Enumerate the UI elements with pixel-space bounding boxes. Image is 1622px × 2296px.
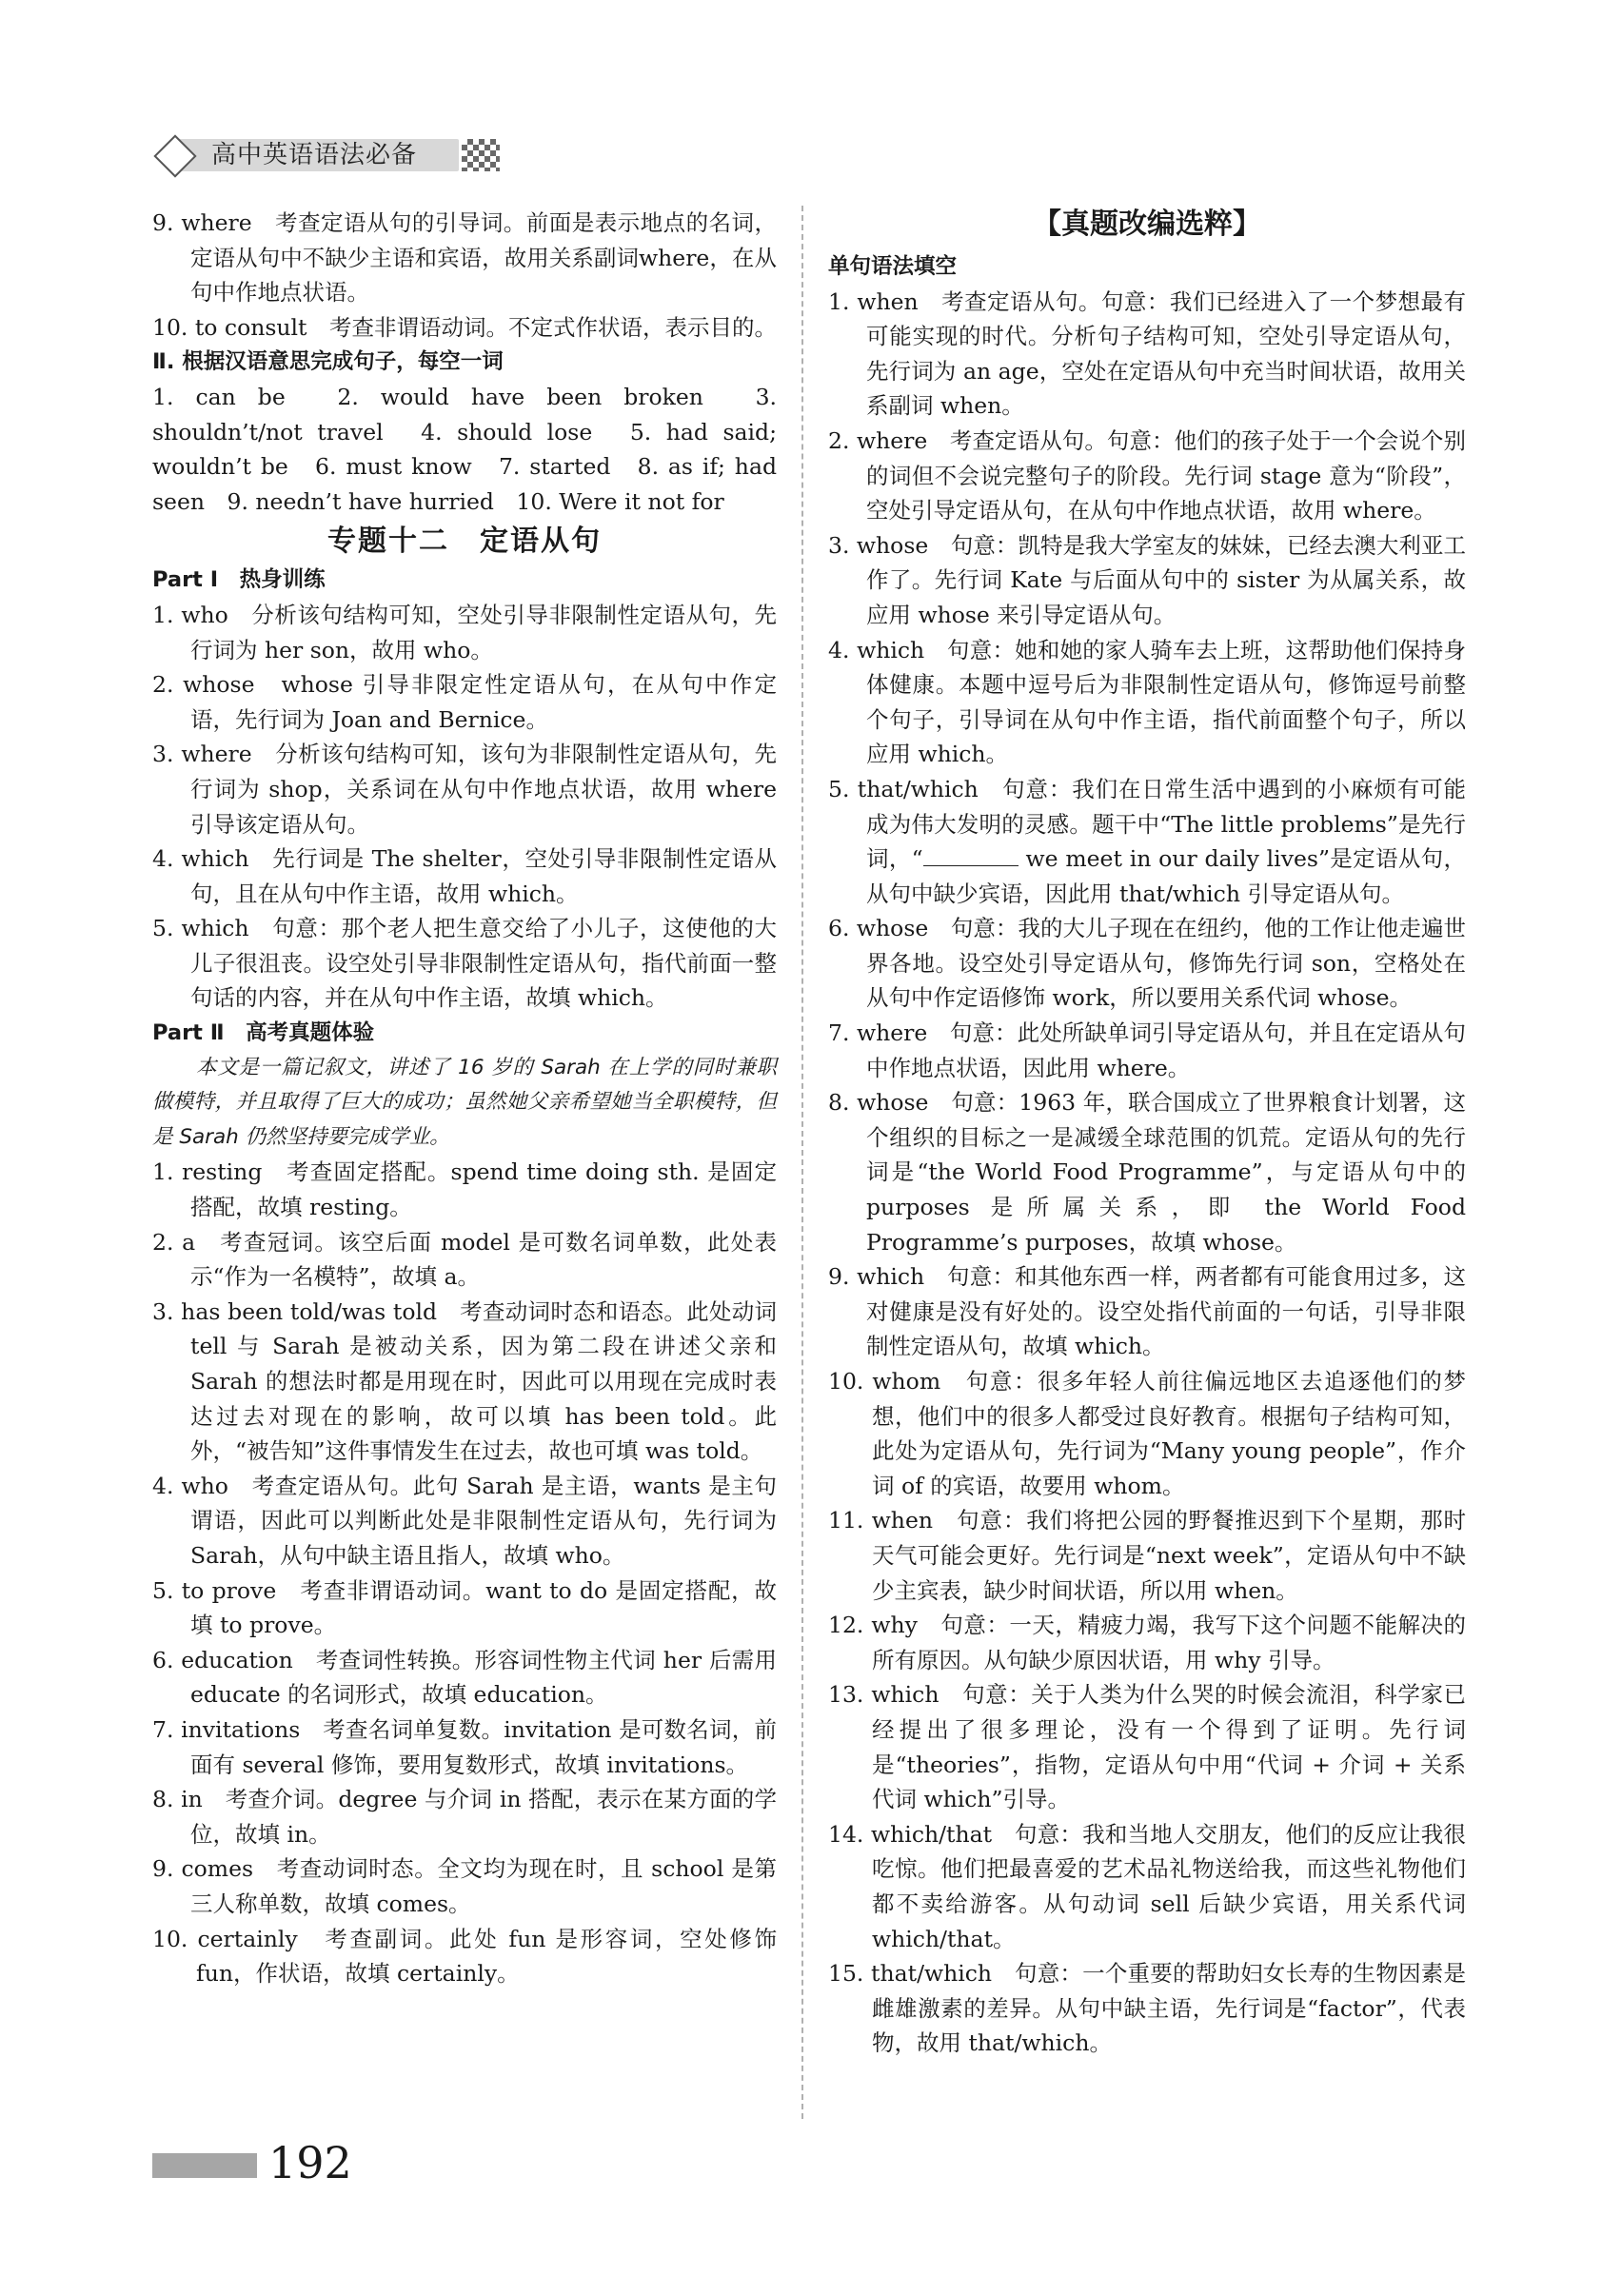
answer-item: 1. who 分析该句结构可知，空处引导非限制性定语从句，先行词为 her son，故用 who。	[152, 601, 777, 663]
answer-item: 6. whose 句意：我的大儿子现在在纽约，他的工作让他走遍世界各地。设空处引导定语从句，修饰先行词 son，空格处在从句中作定语修饰 work，所以要用关系代词 whose。	[828, 915, 1466, 1012]
section2-answers: 1. can be 2. would have been broken 3. shouldn’t/not travel 4. should lose 5. had said; wouldn’t be 6. must know 7. started 8. as if; had seen 9. needn’t have hurried 10. Were it not for	[152, 383, 777, 515]
answer-item: 9. comes 考查动词时态。全文均为现在时，且 school 是第三人称单数，故填 comes。	[152, 1855, 777, 1917]
answer-item: 3. has been told/was told 考查动词时态和语态。此处动词 tell 与 Sarah 是被动关系，因为第二段在讲述父亲和 Sarah 的想法时都是用现在时，因此可以用现在完成时表达过去对现在的影响，故可以填 has been told。此外，“被告知”这件事情发生在过去，故也可填 was told。	[152, 1297, 777, 1465]
section-subtitle: 单句语法填空	[828, 254, 958, 279]
answer-item: 5. to prove 考查非谓语动词。want to do 是固定搭配，故填 to prove。	[152, 1576, 777, 1639]
left-column	[152, 206, 777, 1991]
column-divider	[801, 206, 803, 2119]
answer-item: 2. whose whose 引导非限定性定语从句，在从句中作定语，先行词为 Joan and Bernice。	[152, 671, 777, 733]
answer-item: 13. which 句意：关于人类为什么哭的时候会流泪，科学家已经提出了很多理论，没有一个得到了证明。先行词是“theories”，指物，定语从句中用“代词 + 介词 + 关系代词 which”引导。	[828, 1681, 1466, 1813]
answer-item: 9. which 句意：和其他东西一样，两者都有可能食用过多，这对健康是没有好处的。设空处指代前面的一句话，引导非限制性定语从句，故填 which。	[828, 1263, 1466, 1360]
footer-bar	[152, 2153, 257, 2178]
answer-item: 4. who 考查定语从句。此句 Sarah 是主语，wants 是主句谓语，因此可以判断此处是非限制性定语从句，先行词为 Sarah，从句中缺主语且指人，故填 who。	[152, 1472, 777, 1569]
section-title: Ⅱ. 根据汉语意思完成句子，每空一词	[152, 349, 504, 375]
page-number: 192	[268, 2137, 352, 2188]
answer-item-5	[828, 772, 1466, 911]
running-header	[152, 133, 504, 177]
checker-pattern-icon	[462, 139, 500, 171]
fill-blank	[923, 864, 1019, 866]
answer-item: 8. in 考查介词。degree 与介词 in 搭配，表示在某方面的学位，故填 in。	[152, 1786, 777, 1848]
answer-item-5-tail: we meet in our daily lives”是定语从句，从句中缺少宾语，因此用 that/which 引导定语从句。	[866, 845, 1467, 907]
answer-item: 10. certainly 考查副词。此处 fun 是形容词，空处修饰 fun，作状语，故填 certainly。	[152, 1925, 777, 1988]
answer-item: 2. where 考查定语从句。句意：他们的孩子处于一个会说个别的词但不会说完整句子的阶段。先行词 stage 意为“阶段”，空处引导定语从句，在从句中作地点状语，故用 where。	[828, 426, 1466, 525]
answer-item: 4. which 先行词是 The shelter，空处引导非限制性定语从句，且在从句中作主语，故用 which。	[152, 845, 777, 907]
answer-item: 2. a 考查冠词。该空后面 model 是可数名词单数，此处表示“作为一名模特”，故填 a。	[152, 1228, 777, 1291]
answer-item: 5. which 句意：那个老人把生意交给了小儿子，这使他的大儿子很沮丧。设空处引导非限制性定语从句，指代前面一整句话的内容，并在从句中作主语，故填 which。	[152, 915, 777, 1012]
answer-item: 10. whom 句意：很多年轻人前往偏远地区去追逐他们的梦想，他们中的很多人都受过良好教育。根据句子结构可知，此处为定语从句，先行词为“Many young people”，作介词 of 的宾语，故要用 whom。	[828, 1368, 1466, 1499]
answer-item: 12. why 句意：一天，精疲力竭，我写下这个问题不能解决的所有原因。从句缺少原因状语，用 why 引导。	[828, 1612, 1466, 1673]
part2-title: Part Ⅱ 高考真题体验	[152, 1020, 375, 1046]
right-column	[828, 206, 1466, 2061]
part2-intro: 本文是一篇记叙文，讲述了 16 岁的 Sarah 在上学的同时兼职做模特，并且取得了巨大的成功；虽然她父亲希望她当全职模特，但是 Sarah 仍然坚持要完成学业。	[152, 1055, 777, 1149]
answer-item: 4. which 句意：她和她的家人骑车去上班，这帮助他们保持身体健康。本题中逗号后为非限制性定语从句，修饰逗号前整个句子，引导词在从句中作主语，指代前面整个句子，所以应用 which。	[828, 636, 1466, 768]
answer-item: 7. where 句意：此处所缺单词引导定语从句，并且在定语从句中作地点状语，因此用 where。	[828, 1019, 1466, 1081]
answer-item: 11. when 句意：我们将把公园的野餐推迟到下个星期，那时天气可能会更好。先行词是“next week”，定语从句中不缺少主宾表，缺少时间状语，所以用 when。	[828, 1507, 1466, 1604]
answer-item: 3. where 分析该句结构可知，该句为非限制性定语从句，先行词为 shop，关系词在从句中作地点状语，故用 where 引导该定语从句。	[152, 741, 777, 838]
answer-item: 1. resting 考查固定搭配。spend time doing sth. 是固定搭配，故填 resting。	[152, 1158, 777, 1221]
section-heading: 【真题改编选粹】	[1033, 208, 1261, 241]
answer-item: 6. education 考查词性转换。形容词性物主代词 her 后需用 educate 的名词形式，故填 education。	[152, 1646, 777, 1709]
answer-item: 15. that/which 句意：一个重要的帮助妇女长寿的生物因素是雌雄激素的差异。从句中缺主语，先行词是“factor”，代表物，故用 that/which。	[828, 1960, 1466, 2057]
answer-item: 8. whose 句意：1963 年，联合国成立了世界粮食计划署，这个组织的目标之一是减缓全球范围的饥荒。定语从句的先行词是“the World Food Programme”，与定语从句中的 purposes 是所属关系，即 the World Food Programme’s purposes，故填 whose。	[828, 1089, 1466, 1256]
answer-item: 10. to consult 考查非谓语动词。不定式作状语，表示目的。	[152, 313, 778, 341]
answer-item: 7. invitations 考查名词单复数。invitation 是可数名词，前面有 several 修饰，要用复数形式，故填 invitations。	[152, 1715, 777, 1778]
chapter-title: 专题十二 定语从句	[327, 525, 602, 559]
answer-item: 14. which/that 句意：我和当地人交朋友，他们的反应让我很吃惊。他们把最喜爱的艺术品礼物送给我，而这些礼物他们都不卖给游客。从句动词 sell 后缺少宾语，用关系代词 which/that。	[828, 1820, 1466, 1952]
part1-title: Part Ⅰ 热身训练	[152, 567, 326, 593]
answer-item-5-head: 5. that/which 句意：我们在日常生活中遇到的小麻烦有可能成为伟大发明的灵感。题干中“The little problems”是先行词，“	[828, 775, 1466, 873]
answer-item: 3. whose 句意：凯特是我大学室友的妹妹，已经去澳大利亚工作了。先行词 Kate 与后面从句中的 sister 为从属关系，故应用 whose 来引导定语从句。	[828, 531, 1466, 628]
book-title: 高中英语语法必备	[211, 141, 418, 169]
answer-item: 1. when 考查定语从句。句意：我们已经进入了一个梦想最有可能实现的时代。分析句子结构可知，空处引导定语从句，先行词为 an age，空处在定语从句中充当时间状语，故用关系副词 when。	[828, 287, 1466, 420]
answer-item: 9. where 考查定语从句的引导词。前面是表示地点的名词，定语从句中不缺少主语和宾语，故用关系副词where，在从句中作地点状语。	[152, 209, 777, 307]
